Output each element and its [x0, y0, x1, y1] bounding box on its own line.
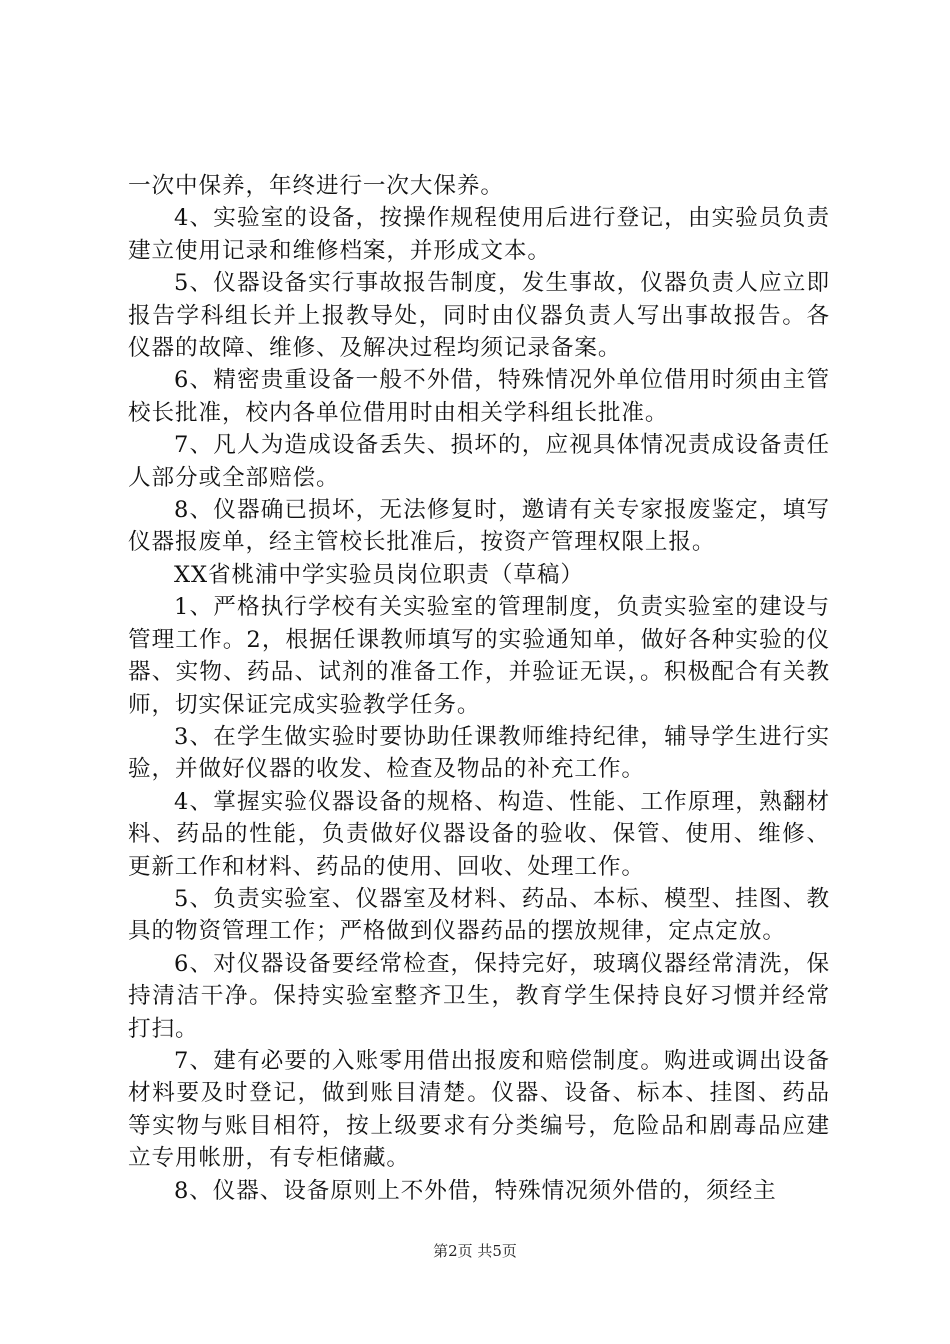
page-number-label: 第2页 共5页	[433, 1242, 517, 1260]
duty-item-3: 3、在学生做实验时要协助任课教师维持纪律，辅导学生进行实验，并做好仪器的收发、检查及物品的补充工作。	[128, 723, 830, 783]
paragraph-continuation: 一次中保养，年终进行一次大保养。	[128, 173, 504, 199]
paragraph-item-6-lending: 6、精密贵重设备一般不外借，特殊情况外单位借用时须由主管校长批准，校内各单位借用时由相关学科组长批准。	[128, 367, 830, 426]
document-body	[128, 170, 830, 1207]
duty-item-5: 5、负责实验室、仪器室及材料、药品、本标、模型、挂图、教具的物资管理工作；严格做到仪器药品的摆放规律，定点定放。	[128, 885, 830, 945]
paragraph-item-7-compensation: 7、凡人为造成设备丢失、损坏的，应视具体情况责成设备责任人部分或全部赔偿。	[128, 432, 830, 491]
section-heading: XX省桃浦中学实验员岗位职责（草稿）	[174, 561, 584, 588]
page-footer	[0, 1241, 950, 1261]
duty-item-6: 6、对仪器设备要经常检查，保持完好，玻璃仪器经常清洗，保持清洁干净。保持实验室整齐卫生，教育学生保持良好习惯并经常打扫。	[128, 950, 830, 1042]
duty-item-8: 8、仪器、设备原则上不外借，特殊情况须外借的，须经主	[174, 1177, 777, 1204]
duty-item-1-2: 1、严格执行学校有关实验室的管理制度，负责实验室的建设与管理工作。2，根据任课教师填写的实验通知单，做好各种实验的仪器、实物、药品、试剂的准备工作，并验证无误，。积极配合有关教师，切实保证完成实验教学任务。	[128, 594, 830, 718]
paragraph-item-5-accident-report: 5、仪器设备实行事故报告制度，发生事故，仪器负责人应立即报告学科组长并上报教导处，同时由仪器负责人写出事故报告。各仪器的故障、维修、及解决过程均须记录备案。	[128, 270, 830, 362]
duty-item-7: 7、建有必要的入账零用借出报废和赔偿制度。购进或调出设备材料要及时登记，做到账目清楚。仪器、设备、标本、挂图、药品等实物与账目相符，按上级要求有分类编号，危险品和剧毒品应建立专用帐册，有专柜储藏。	[128, 1047, 830, 1172]
duty-item-4: 4、掌握实验仪器设备的规格、构造、性能、工作原理，熟翻材料、药品的性能，负责做好仪器设备的验收、保管、使用、维修、更新工作和材料、药品的使用、回收、处理工作。	[128, 788, 830, 880]
paragraph-item-4-record-keeping: 4、实验室的设备，按操作规程使用后进行登记，由实验员负责建立使用记录和维修档案，并形成文本。	[128, 205, 830, 264]
paragraph-item-8-scrapping: 8、仪器确已损坏，无法修复时，邀请有关专家报废鉴定，填写仪器报废单，经主管校长批准后，按资产管理权限上报。	[128, 497, 830, 556]
